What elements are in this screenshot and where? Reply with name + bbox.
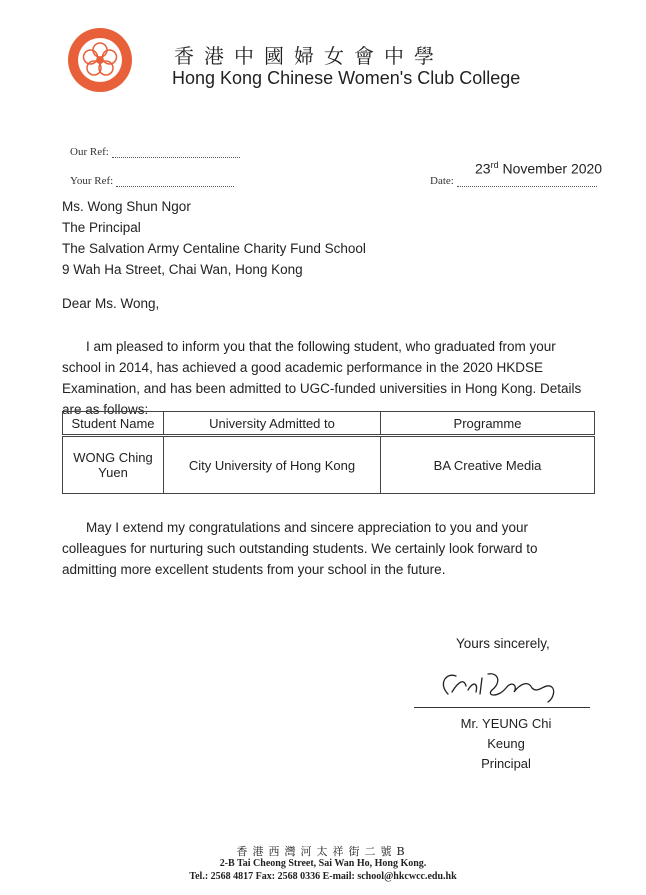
recipient-school: The Salvation Army Centaline Charity Fund School: [62, 241, 366, 256]
recipient-block: [62, 196, 366, 280]
footer-contact: Tel.: 2568 4817 Fax: 2568 0336 E-mail: school@hkcwcc.edu.hk: [189, 871, 457, 882]
our-ref: [70, 146, 240, 158]
paragraph-intro: I am pleased to inform you that the following student, who graduated from your school in 2014, has achieved a good academic performance in the 2020 HKDSE Examination, and has been admitted to UGC-funded universities in Hong Kong. Details are as follows:: [62, 339, 582, 417]
closing: Yours sincerely,: [456, 636, 550, 651]
cell-student-name: WONG Ching Yuen: [63, 436, 164, 494]
our-ref-label: Our Ref:: [70, 146, 109, 158]
your-ref-line: [116, 177, 234, 187]
date-field: [430, 175, 597, 187]
signer-block: [446, 714, 566, 774]
table-header-row: [63, 412, 595, 436]
signature-line: [414, 707, 590, 708]
your-ref: [70, 175, 234, 187]
footer-address-english: 2-B Tai Cheong Street, Sai Wan Ho, Hong Kong.: [219, 858, 427, 869]
paragraph-closing: May I extend my congratulations and sincere appreciation to you and your colleagues for nurturing such outstanding students. We certainly look forward to admitting more excellent students from your school in the future.: [62, 520, 538, 577]
salutation: Dear Ms. Wong,: [62, 296, 160, 311]
header-university: University Admitted to: [164, 412, 381, 436]
date-value: 23rd November 2020: [475, 160, 603, 177]
header-programme: Programme: [381, 412, 595, 436]
recipient-address: 9 Wah Ha Street, Chai Wan, Hong Kong: [62, 262, 303, 277]
date-line: [457, 177, 597, 187]
school-name-chinese: 香港中國婦女會中學: [174, 44, 444, 68]
date-label: Date:: [430, 175, 454, 187]
table-row: [63, 436, 595, 494]
cell-university: City University of Hong Kong: [164, 436, 381, 494]
header-student-name: Student Name: [63, 412, 164, 436]
school-crest-icon: [66, 26, 134, 94]
our-ref-line: [112, 148, 240, 158]
signer-name: Mr. YEUNG Chi Keung: [460, 716, 552, 751]
your-ref-label: Your Ref:: [70, 175, 114, 187]
signature-image: [428, 664, 578, 704]
cell-programme: BA Creative Media: [381, 436, 595, 494]
school-name-english: Hong Kong Chinese Women's Club College: [172, 68, 521, 88]
recipient-title: The Principal: [62, 220, 141, 235]
admission-table: [62, 411, 595, 494]
signer-title: Principal: [481, 756, 531, 771]
footer-address-chinese: 香港西灣河太祥街二號B: [236, 845, 410, 858]
recipient-name: Ms. Wong Shun Ngor: [62, 199, 191, 214]
